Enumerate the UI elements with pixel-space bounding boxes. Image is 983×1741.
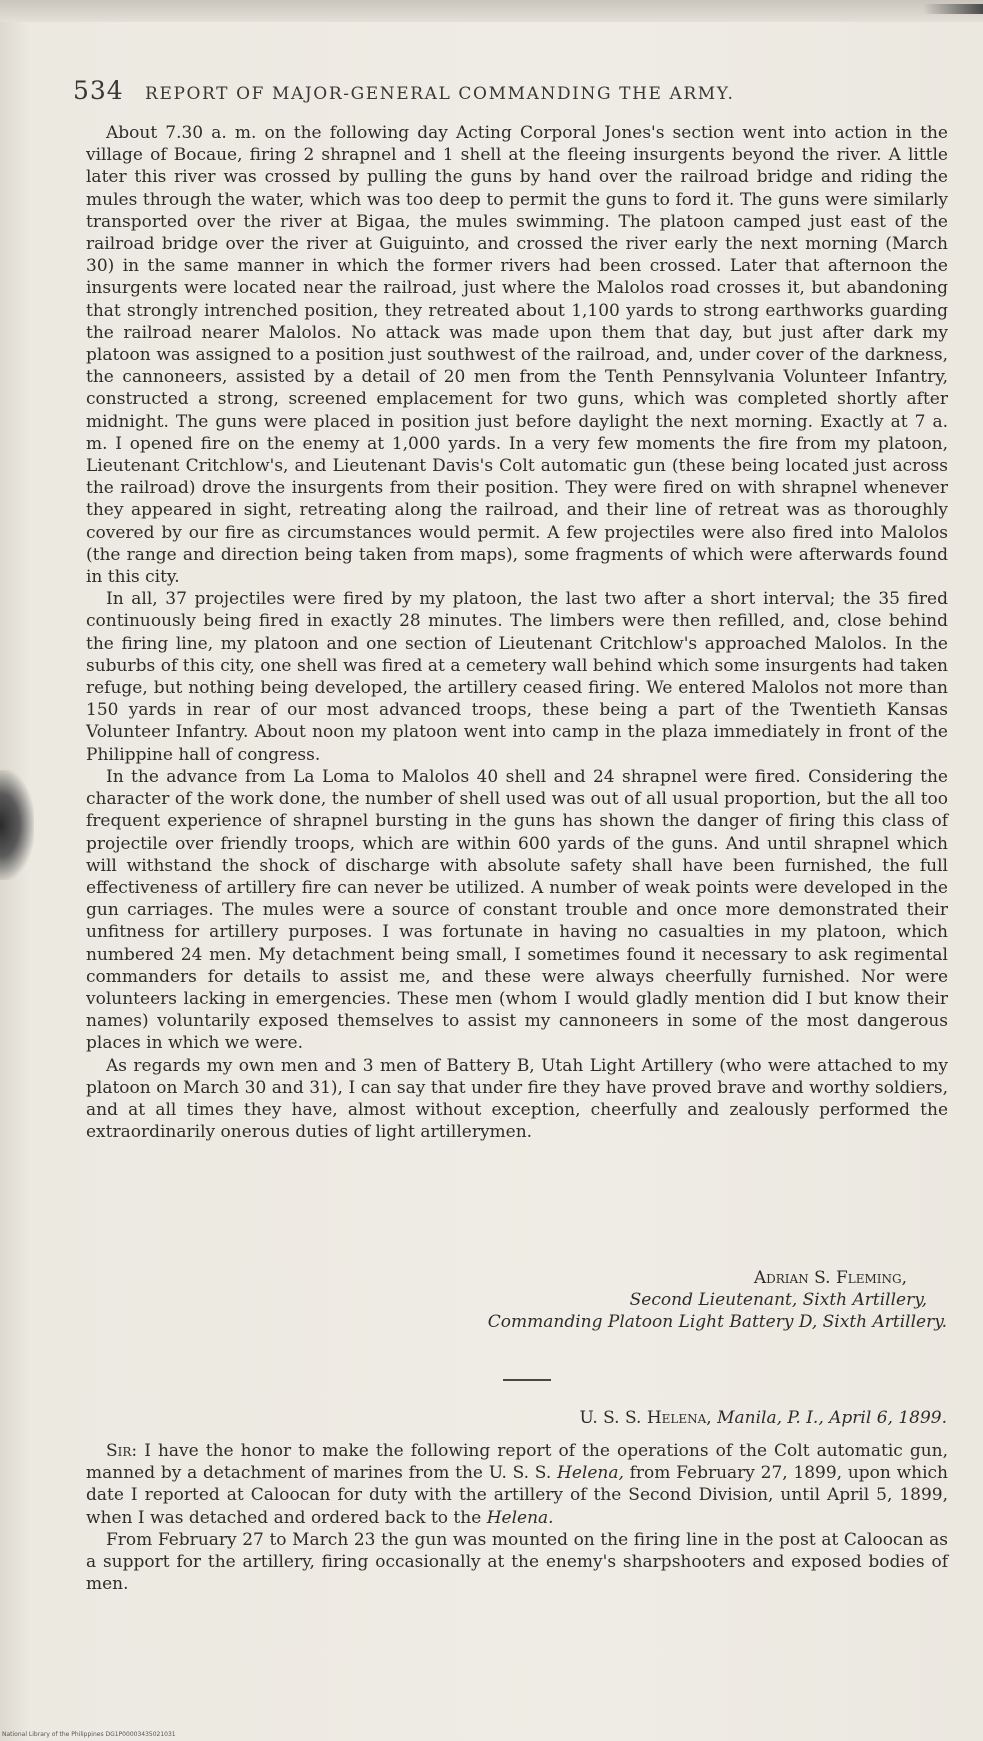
letter-paragraph: From February 27 to March 23 the gun was mounted on the firing line in the post at Caloocan as a support for the artillery, firing occasionally at the enemy's sharpshooters and exposed bodies of men. (86, 1529, 948, 1595)
signature-command: Commanding Platoon Light Battery D, Sixth Artillery. (487, 1312, 947, 1332)
letter-body (86, 1440, 948, 1595)
letter-text: from February 27, 1899, upon which date I reported at Caloocan for duty with the artillery of the Second Division, until April 5, 1899, when I was detached and ordered back to the (86, 1463, 948, 1528)
signature-rank: Second Lieutenant, Sixth Artillery, (629, 1290, 927, 1310)
paragraph: In all, 37 projectiles were fired by my platoon, the last two after a short interval; the 35 fired continuously being fired in exactly 28 minutes. The limbers were then refilled, and, close behind the firing line, my platoon and one section of Lieutenant Critchlow's approached Malolos. In the suburbs of this city, one shell was fired at a cemetery wall behind which some insurgents had taken refuge, but nothing being developed, the artillery ceased firing. We entered Malolos not more than 150 yards in rear of our most advanced troops, these being a part of the Twentieth Kansas Volunteer Infantry. About noon my platoon went into camp in the plaza immediately in front of the Philippine hall of congress. (86, 589, 948, 765)
report-body (86, 122, 948, 1143)
ship-italic: Helena. (486, 1507, 554, 1528)
page-header (73, 76, 915, 105)
page-top-edge (0, 0, 983, 22)
scan-credit: National Library of the Philippines DG1P00003435021031 (2, 1731, 176, 1738)
signature-name: Adrian S. Fleming, (753, 1268, 907, 1288)
signature-block (488, 1267, 947, 1333)
paragraph: As regards my own men and 3 men of Battery B, Utah Light Artillery (who were attached to my platoon on March 30 and 31), I can say that under fire they have proved brave and worthy soldiers, and at all times they have, almost without exception, cheerfully and zealously performed the extraordinarily onerous duties of light artillerymen. (86, 1055, 948, 1143)
letter-dateline (580, 1408, 947, 1428)
paragraph: In the advance from La Loma to Malolos 40 shell and 24 shrapnel were fired. Considering the character of the work done, the number of shell used was out of all usual proportion, but the all too frequent experience of shrapnel bursting in the guns has shown the danger of firing this class of projectile over friendly troops, which are within 600 yards of the guns. And until shrapnel which will withstand the shock of discharge with absolute safety shall have been furnished, the full effectiveness of artillery fire can never be utilized. A number of weak points were developed in the gun carriages. The mules were a source of constant trouble and once more demonstrated their unfitness for artillery purposes. I was fortunate in having no casualties in my platoon, which numbered 24 men. My detachment being small, I sometimes found it necessary to ask regimental commanders for details to assist me, and these were always cheerfully furnished. Nor were volunteers lacking in emergencies. These men (whom I would gladly mention did I but know their names) voluntarily exposed themselves to assist my cannoneers in some of the most dangerous places in which we were. (86, 766, 948, 1054)
running-title: REPORT OF MAJOR-GENERAL COMMANDING THE ARMY. (145, 84, 735, 104)
letter-text: I have the honor to make the following report of the operations of the Colt automatic gun, manned by a detachment of marines from the U. S. S. (86, 1441, 949, 1484)
salutation: Sir: (106, 1441, 138, 1461)
corner-shadow (923, 4, 983, 14)
binding-shadow (0, 770, 34, 880)
page-number: 534 (73, 76, 124, 105)
section-divider (503, 1379, 551, 1381)
ship-name: U. S. S. Helena, (579, 1408, 712, 1428)
paragraph: About 7.30 a. m. on the following day Acting Corporal Jones's section went into action in the village of Bocaue, firing 2 shrapnel and 1 shell at the fleeing insurgents beyond the river. A little later this river was crossed by pulling the guns by hand over the railroad bridge and riding the mules through the water, which was too deep to permit the guns to ford it. The guns were similarly transported over the river at Bigaa, the mules swimming. The platoon camped just east of the railroad bridge over the river at Guiguinto, and crossed the river early the next morning (March 30) in the same manner in which the former rivers had been crossed. Later that afternoon the insurgents were located near the railroad, just where the Malolos road crosses it, but abandoning that strongly intrenched position, they retreated about 1,100 yards to strong earthworks guarding the railroad nearer Malolos. No attack was made upon them that day, but just after dark my platoon was assigned to a position just southwest of the railroad, and, under cover of the darkness, the cannoneers, assisted by a detail of 20 men from the Tenth Pennsylvania Volunteer Infantry, constructed a strong, screened emplacement for two guns, which was completed shortly after midnight. The guns were placed in position just before daylight the next morning. Exactly at 7 a. m. I opened fire on the enemy at 1,000 yards. In a very few moments the fire from my platoon, Lieutenant Critchlow's, and Lieutenant Davis's Colt automatic gun (these being located just across the railroad) drove the insurgents from their position. They were fired on with shrapnel whenever they appeared in sight, retreating along the railroad, and their line of retreat was as thoroughly covered by our fire as circumstances would permit. A few projectiles were also fired into Malolos (the range and direction being taken from maps), some fragments of which were afterwards found in this city. (86, 123, 948, 588)
ship-italic: Helena, (557, 1463, 624, 1484)
letter-paragraph (86, 1440, 948, 1529)
place-date: Manila, P. I., April 6, 1899. (717, 1408, 947, 1428)
